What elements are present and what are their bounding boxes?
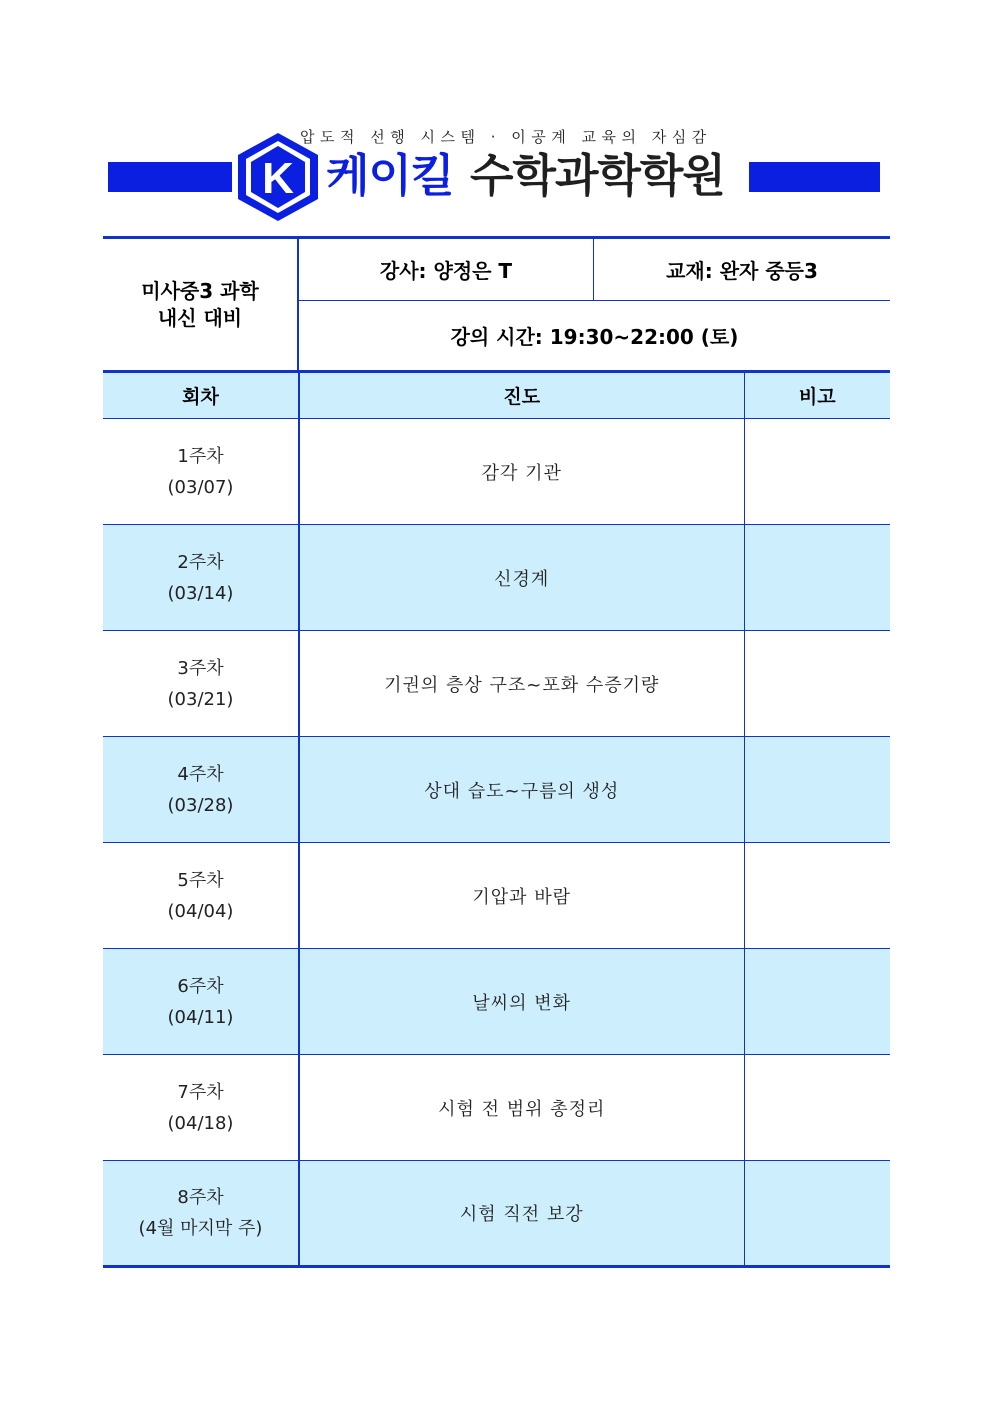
week-label: 6주차 bbox=[177, 975, 224, 997]
header-bar-right bbox=[749, 162, 880, 192]
topic-text: 시험 직전 보강 bbox=[459, 1204, 584, 1225]
week-label: 5주차 bbox=[177, 869, 224, 891]
header-bar-left bbox=[108, 162, 232, 192]
topic-text: 시험 전 범위 총정리 bbox=[438, 1098, 606, 1120]
schedule-table bbox=[103, 370, 890, 1268]
brand-name: 케이킬 bbox=[326, 149, 454, 202]
table-row bbox=[103, 525, 890, 631]
slogan: 압도적 선행 시스템 · 이공계 교육의 자심감 bbox=[300, 128, 712, 146]
topic-text: 날씨의 변화 bbox=[472, 992, 572, 1014]
topic-text: 감각 기관 bbox=[481, 462, 562, 484]
week-date: (03/07) bbox=[167, 476, 234, 498]
session-cell bbox=[103, 525, 299, 631]
note-cell bbox=[744, 631, 890, 737]
course-title-line2: 내신 대비 bbox=[157, 305, 243, 330]
table-row bbox=[103, 949, 890, 1055]
session-cell bbox=[103, 1161, 299, 1267]
week-date: (04/11) bbox=[167, 1006, 234, 1028]
week-label: 1주차 bbox=[177, 445, 224, 467]
note-cell bbox=[744, 1055, 890, 1161]
teacher-info: 강사: 양정은 T bbox=[299, 239, 594, 301]
week-date: (03/14) bbox=[167, 582, 234, 604]
session-cell bbox=[103, 949, 299, 1055]
topic-cell bbox=[299, 525, 744, 631]
table-row bbox=[103, 1161, 890, 1267]
week-date: (4월 마지막 주) bbox=[138, 1218, 263, 1239]
header bbox=[0, 0, 992, 230]
week-date: (04/18) bbox=[167, 1112, 234, 1134]
table-header-row bbox=[103, 372, 890, 419]
course-title bbox=[103, 239, 299, 370]
week-label: 2주차 bbox=[177, 551, 224, 573]
header-session: 회차 bbox=[103, 372, 299, 419]
topic-cell bbox=[299, 419, 744, 525]
topic-text: 상대 습도~구름의 생성 bbox=[424, 780, 620, 802]
week-date: (04/04) bbox=[167, 900, 234, 922]
note-cell bbox=[744, 843, 890, 949]
topic-text: 기권의 층상 구조~포화 수증기량 bbox=[384, 674, 660, 696]
logo-k-icon bbox=[236, 131, 320, 223]
class-time-info: 강의 시간: 19:30~22:00 (토) bbox=[450, 325, 739, 349]
week-label: 3주차 bbox=[177, 657, 224, 679]
header-notes: 비고 bbox=[744, 372, 890, 419]
note-cell bbox=[744, 419, 890, 525]
brand-subtitle: 수학과학학원 bbox=[470, 149, 725, 202]
course-title-line1: 미사중3 과학 bbox=[141, 278, 259, 303]
week-label: 4주차 bbox=[177, 763, 224, 785]
week-label: 8주차 bbox=[177, 1187, 224, 1208]
topic-cell bbox=[299, 843, 744, 949]
session-cell bbox=[103, 1055, 299, 1161]
textbook-info: 교재: 완자 중등3 bbox=[594, 239, 890, 301]
topic-cell bbox=[299, 1161, 744, 1267]
note-cell bbox=[744, 525, 890, 631]
session-cell bbox=[103, 631, 299, 737]
topic-text: 신경계 bbox=[494, 568, 550, 590]
week-date: (03/21) bbox=[167, 688, 234, 710]
session-cell bbox=[103, 419, 299, 525]
session-cell bbox=[103, 737, 299, 843]
topic-cell bbox=[299, 631, 744, 737]
table-row bbox=[103, 737, 890, 843]
topic-text: 기압과 바람 bbox=[472, 886, 572, 908]
table-row bbox=[103, 419, 890, 525]
header-progress: 진도 bbox=[299, 372, 744, 419]
topic-cell bbox=[299, 737, 744, 843]
week-label: 7주차 bbox=[177, 1081, 224, 1103]
session-cell bbox=[103, 843, 299, 949]
topic-cell bbox=[299, 1055, 744, 1161]
table-row bbox=[103, 843, 890, 949]
course-info-box bbox=[103, 236, 890, 370]
note-cell bbox=[744, 949, 890, 1055]
week-date: (03/28) bbox=[167, 794, 234, 816]
table-row bbox=[103, 631, 890, 737]
table-row bbox=[103, 1055, 890, 1161]
note-cell bbox=[744, 737, 890, 843]
note-cell bbox=[744, 1161, 890, 1267]
logo-letter: K bbox=[262, 154, 294, 203]
topic-cell bbox=[299, 949, 744, 1055]
